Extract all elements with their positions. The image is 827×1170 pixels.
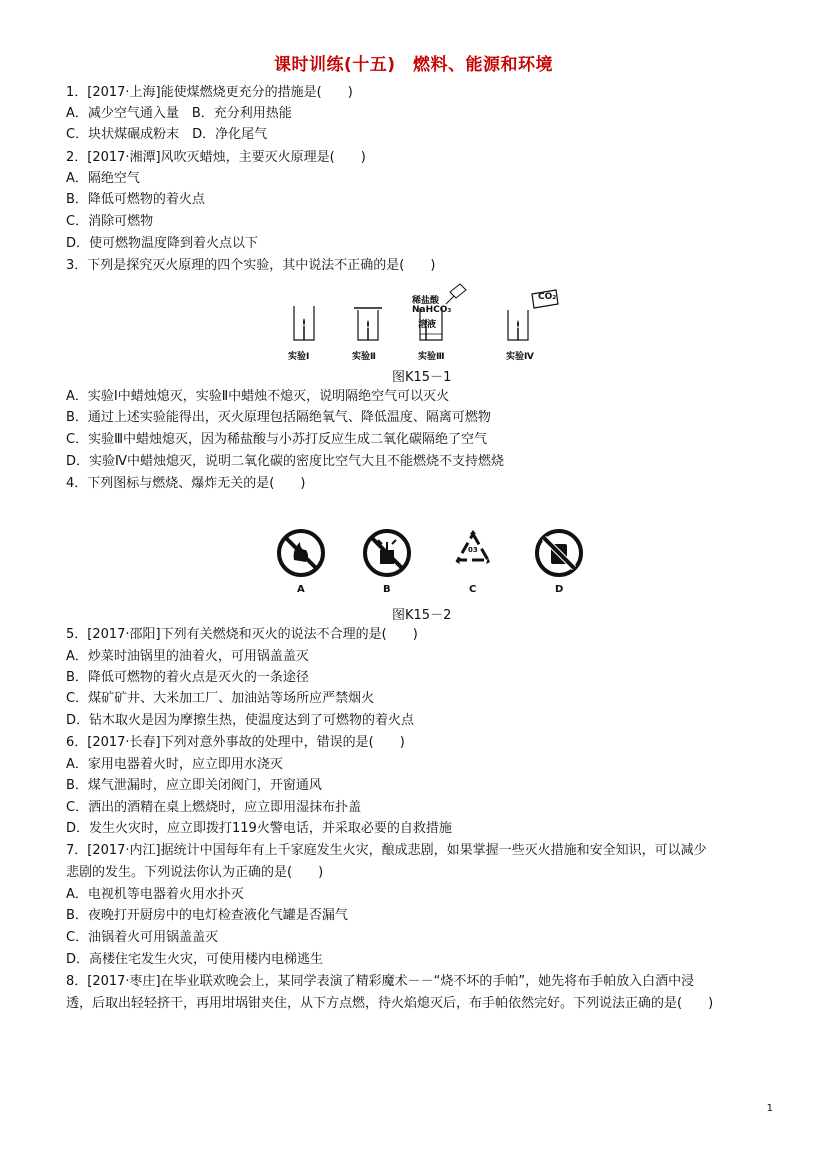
q7-option-b: B．夜晚打开厨房中的电灯检查液化气罐是否漏气 <box>66 908 348 923</box>
q2-option-d: D．使可燃物温度降到着火点以下 <box>66 236 259 251</box>
q3-option-b: B．通过上述实验能得出，灭火原理包括隔绝氧气、降低温度、隔离可燃物 <box>66 410 491 425</box>
co2-label: CO₂ <box>538 292 557 302</box>
no-combustibles-sign-icon <box>534 528 584 578</box>
sign-b-label: B <box>383 584 391 595</box>
no-fire-sign-icon <box>276 528 326 578</box>
no-fireworks-sign-icon <box>362 528 412 578</box>
q2-option-b: B．降低可燃物的着火点 <box>66 192 205 207</box>
sign-d-label: D <box>555 584 564 595</box>
q7-option-c: C．油锅着火可用锅盖盖灭 <box>66 930 219 945</box>
q7-stem-line2: 悲剧的发生。下列说法你认为正确的是( ) <box>66 865 324 880</box>
q8-stem-line2: 透，后取出轻轻挤干，再用坩埚钳夹住，从下方点燃，待火焰熄灭后，布手帕依然完好。下列说法正确的是( ) <box>66 996 714 1011</box>
sign-c-label: C <box>469 584 477 595</box>
q2-option-c: C．消除可燃物 <box>66 214 154 229</box>
reagent-label-2: NaHCO₃ <box>412 305 452 315</box>
q3-option-a: A．实验Ⅰ中蜡烛熄灭，实验Ⅱ中蜡烛不熄灭，说明隔绝空气可以灭火 <box>66 389 450 404</box>
experiment-1-label: 实验Ⅰ <box>288 352 310 362</box>
q6-option-b: B．煤气泄漏时，应立即关闭阀门，开窗通风 <box>66 778 322 793</box>
experiment-4-label: 实验Ⅳ <box>506 352 534 362</box>
experiment-2-label: 实验Ⅱ <box>352 352 376 362</box>
q5-option-b: B．降低可燃物的着火点是灭火的一条途径 <box>66 670 309 685</box>
q6-stem: 6．[2017·长春]下列对意外事故的处理中，错误的是( ) <box>66 735 405 750</box>
reagent-label-3: 溶液 <box>418 320 437 330</box>
q5-stem: 5．[2017·邵阳]下列有关燃烧和灭火的说法不合理的是( ) <box>66 627 418 642</box>
q1-stem: 1．[2017·上海]能使煤燃烧更充分的措施是( ) <box>66 85 353 100</box>
q8-stem-line1: 8．[2017·枣庄]在毕业联欢晚会上，某同学表演了精彩魔术－－“烧不坏的手帕”，她先将布手帕放入白酒中浸 <box>66 974 695 989</box>
figure-caption-k15-1: 图K15－1 <box>392 370 452 385</box>
experiment-3-label: 实验Ⅲ <box>418 352 445 362</box>
q5-option-c: C．煤矿矿井、大米加工厂、加油站等场所应严禁烟火 <box>66 691 375 706</box>
q6-option-c: C．洒出的酒精在桌上燃烧时，应立即用湿抹布扑盖 <box>66 800 362 815</box>
recycle-code: 03 <box>468 546 478 554</box>
q5-option-a: A．炒菜时油锅里的油着火，可用锅盖盖灭 <box>66 649 309 664</box>
q4-stem: 4．下列图标与燃烧、爆炸无关的是( ) <box>66 476 306 491</box>
figure-caption-k15-2: 图K15－2 <box>392 608 452 623</box>
page-number: 1 <box>766 1103 773 1114</box>
q3-option-d: D．实验Ⅳ中蜡烛熄灭，说明二氧化碳的密度比空气大且不能燃烧不支持燃烧 <box>66 454 505 469</box>
q7-option-a: A．电视机等电器着火用水扑灭 <box>66 887 244 902</box>
q2-option-a: A．隔绝空气 <box>66 171 140 186</box>
q3-option-c: C．实验Ⅲ中蜡烛熄灭，因为稀盐酸与小苏打反应生成二氧化碳隔绝了空气 <box>66 432 488 447</box>
q5-option-d: D．钻木取火是因为摩擦生热，使温度达到了可燃物的着火点 <box>66 713 415 728</box>
sign-a-label: A <box>297 584 305 595</box>
reagent-label-1: 稀盐酸 <box>412 296 440 306</box>
q6-option-d: D．发生火灾时，应立即拨打119火警电话，并采取必要的自救措施 <box>66 821 452 836</box>
q3-stem: 3．下列是探究灭火原理的四个实验，其中说法不正确的是( ) <box>66 258 436 273</box>
q1-options-row1: A．减少空气通入量 B．充分利用热能 <box>66 106 292 121</box>
q7-option-d: D．高楼住宅发生火灾，可使用楼内电梯逃生 <box>66 952 324 967</box>
q1-options-row2: C．块状煤碾成粉末 D．净化尾气 <box>66 127 268 142</box>
q2-stem: 2．[2017·湘潭]风吹灭蜡烛，主要灭火原理是( ) <box>66 150 366 165</box>
page-title: 课时训练(十五) 燃料、能源和环境 <box>273 55 554 75</box>
q6-option-a: A．家用电器着火时，应立即用水浇灭 <box>66 757 283 772</box>
q7-stem-line1: 7．[2017·内江]据统计中国每年有上千家庭发生火灾，酿成悲剧，如果掌握一些灭火措施和安全知识，可以减少 <box>66 843 707 858</box>
